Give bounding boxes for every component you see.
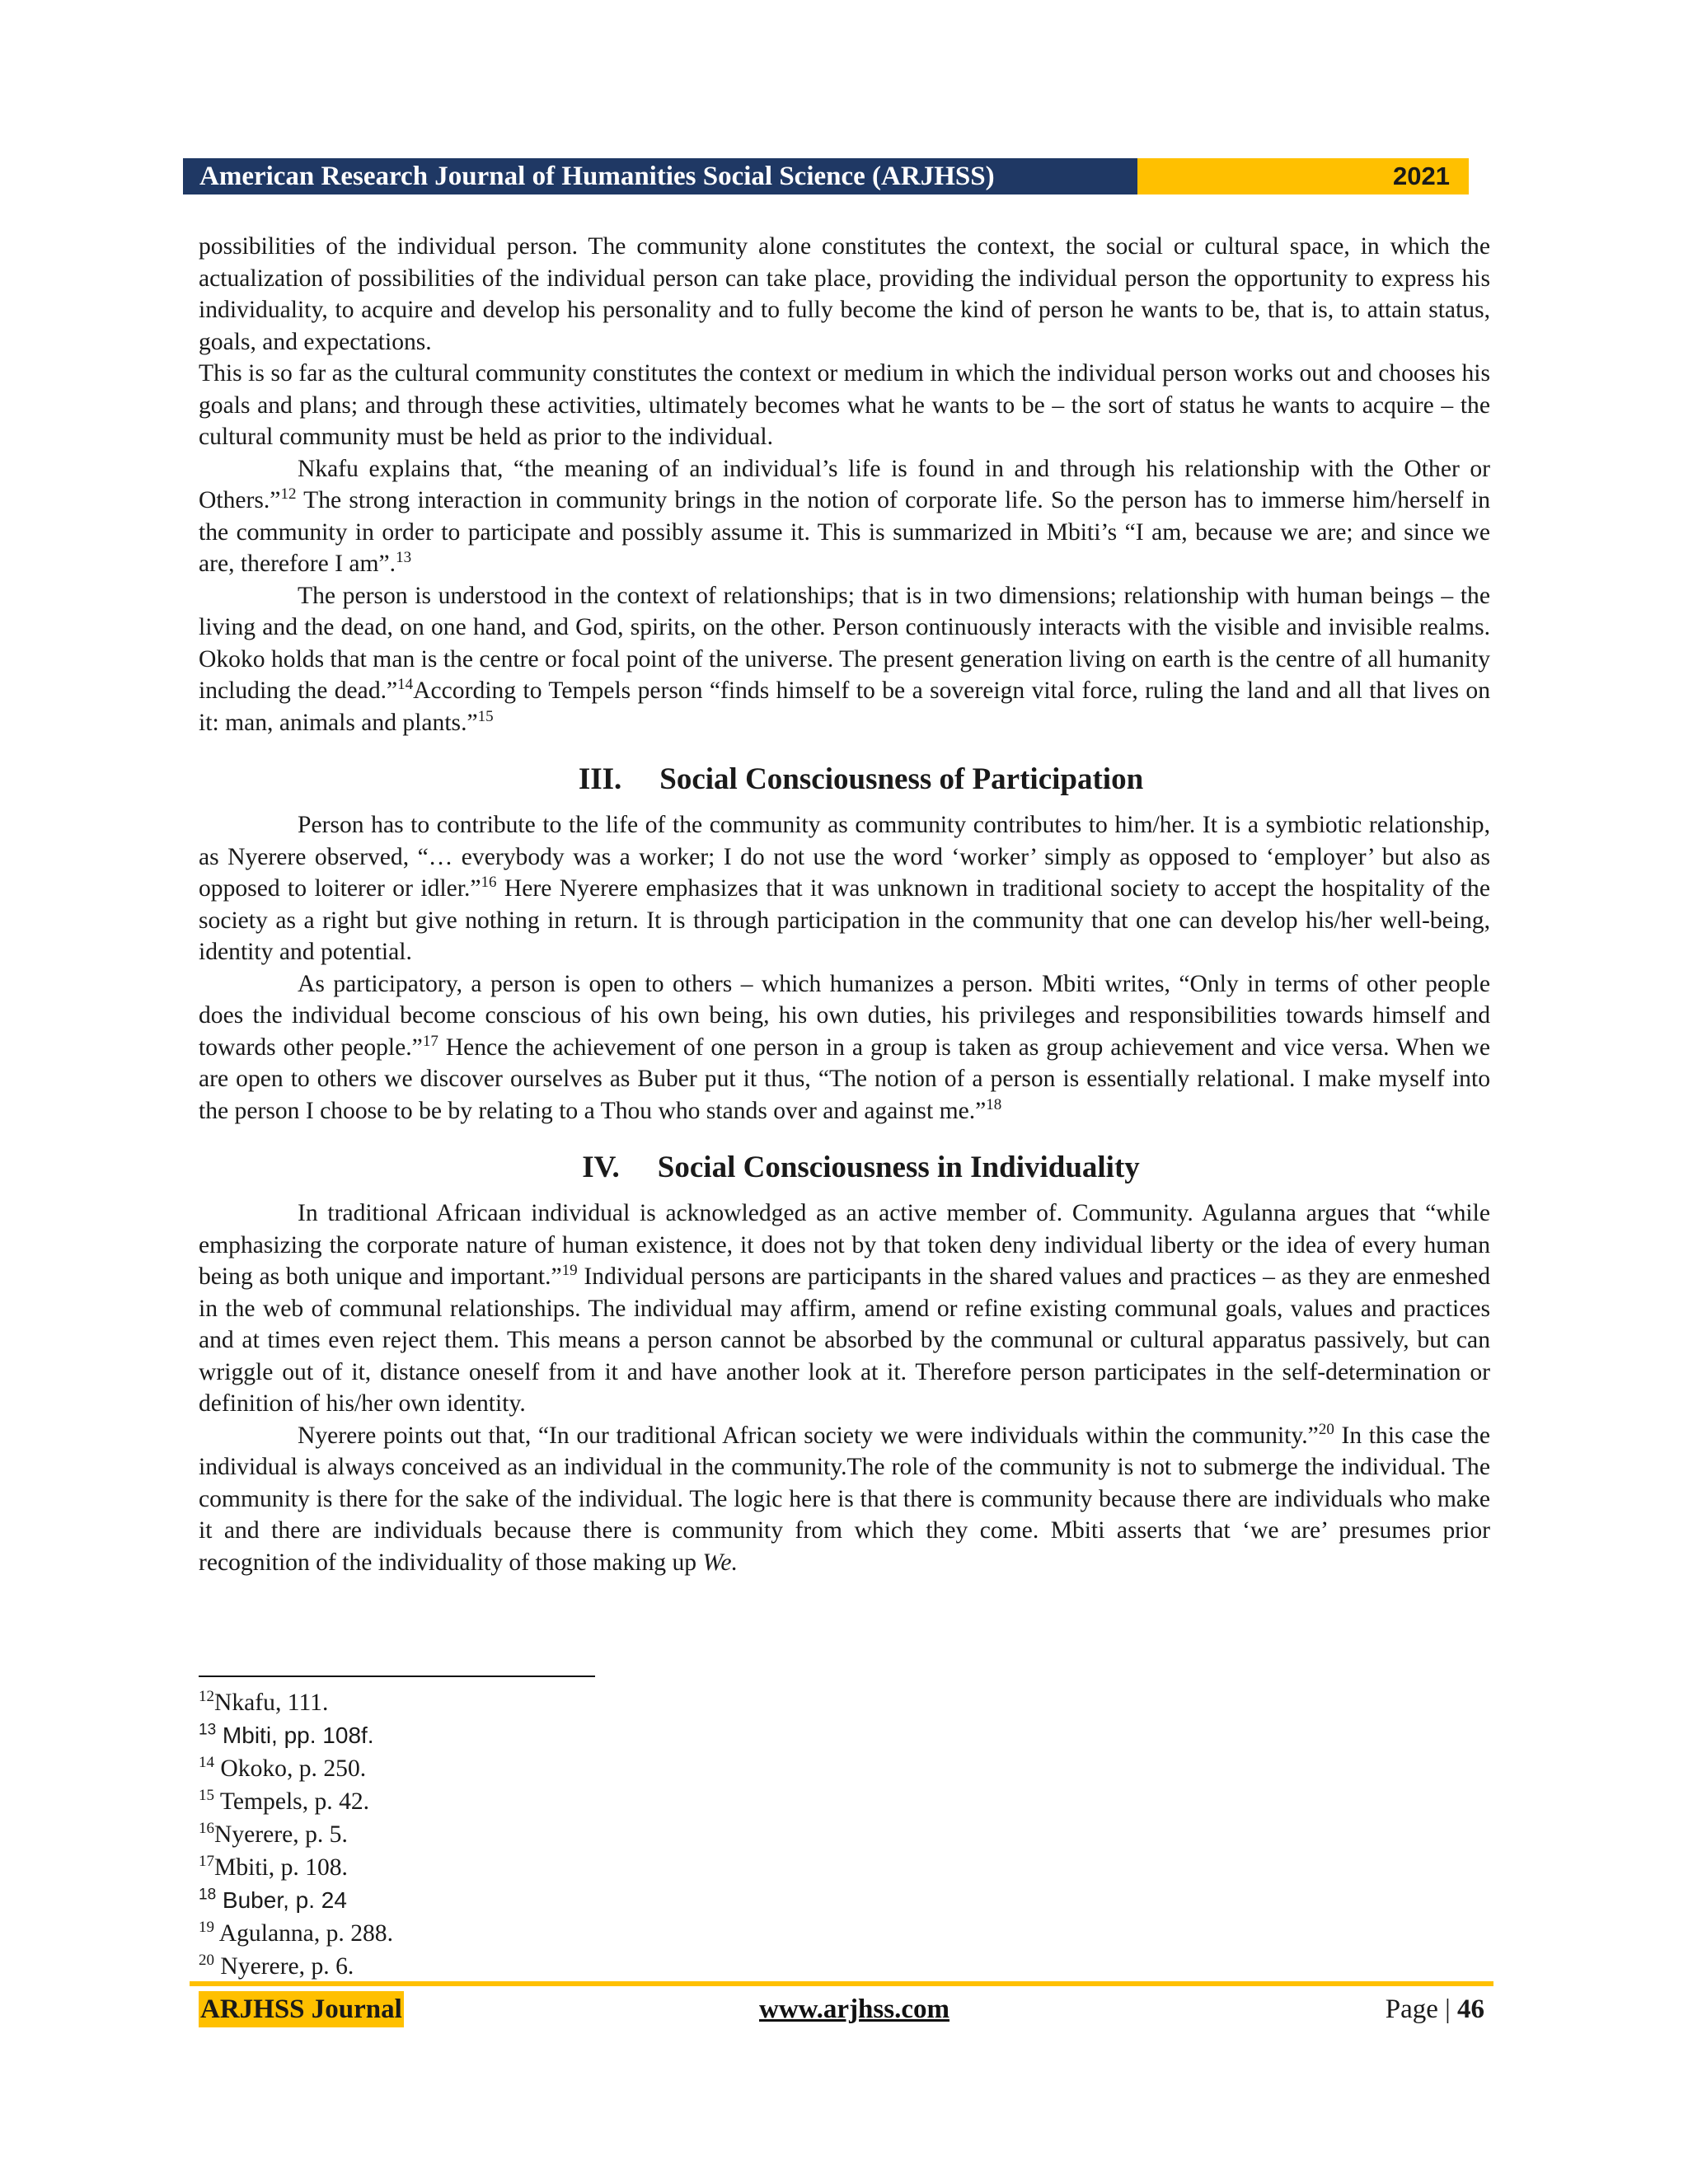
paragraph: The person is understood in the context of relationships; that is in two dimensions; relationship with human beings – the living and the dead, on one hand, and God, spirits, on the other. Person continuously interacts with the visible and invisible realms. Okoko holds that man is the centre or focal point of the universe. The present generation living on earth is the centre of all humanity including the dead.”$^{14}$According to Tempels person “finds himself to be a sovereign vital force, ruling the land and all that lives on it: man, animals and plants.”$^{15}$ [199, 582, 1490, 736]
page-footer [199, 1991, 1484, 2027]
footnote-ref[interactable]: 12 [280, 485, 297, 504]
journal-website-link[interactable]: www.arjhss.com [759, 1994, 950, 2024]
footer-journal-name: ARJHSS Journal [199, 1991, 404, 2027]
footnote: $^{16}$Nyerere, p. 5. [199, 1820, 348, 1848]
footnotes [199, 1686, 393, 1983]
paragraph: Nkafu explains that, “the meaning of an individual’s life is found in and through his relationship with the Other or Others.”$^{12}$ The strong interaction in community brings in the notion of corporate life. So the person has to immerse him/herself in the community in order to participate and possibly assume it. This is summarized in Mbiti’s “I am, because we are; and since we are, therefore I am”.$^{13}$ [199, 455, 1490, 577]
paragraph: This is so far as the cultural community constitutes the context or medium in which the individual person works out and chooses his goals and plans; and through these activities, ultimately becomes what he wants to be – the sort of status he wants to acquire – the cultural community must be held as prior to the individual. [199, 360, 1490, 450]
footnote-ref[interactable]: 17 [422, 1032, 438, 1050]
footnote: $^{15}$ Tempels, p. 42. [199, 1787, 370, 1815]
paragraph: In traditional Africaan individual is acknowledged as an active member of. Community. Agulanna argues that “while emphasizing the corporate nature of human existence, it does not by that token deny individual liberty or the idea of every human being as both unique and important.”$^{19}$ Individual persons are participants in the shared values and practices – as they are enmeshed in the web of communal relationships. The individual may affirm, amend or refine existing communal goals, values and practices and at times even reject them. This means a person cannot be absorbed by the communal or cultural apparatus passively, but can wriggle out of it, distance oneself from it and have another look at it. Therefore person participates in the self-determination or definition of his/her own identity. [199, 1200, 1490, 1417]
footnote: $^{14}$ Okoko, p. 250. [199, 1754, 367, 1782]
footnote-divider [199, 1675, 595, 1677]
footnote-ref[interactable]: 13 [396, 549, 412, 567]
paragraph: Person has to contribute to the life of the community as community contributes to him/her. It is a symbiotic relationship, as Nyerere observed, “… everybody was a worker; I do not use the word ‘worker’ simply as opposed to ‘employer’ but also as opposed to loiterer or idler.”$^{16}$ Here Nyerere emphasizes that it was unknown in traditional society to accept the hospitality of the society as a right but give nothing in return. It is through participation in the community that one can develop his/her well-being, identity and potential. [199, 812, 1490, 965]
footnote-ref[interactable]: 19 [561, 1262, 578, 1280]
publication-year: 2021 [1137, 158, 1469, 194]
footnote: $^{20}$ Nyerere, p. 6. [199, 1952, 354, 1980]
section-heading: III. Social Consciousness of Participation [578, 762, 1144, 796]
footnote-ref[interactable]: 20 [1318, 1420, 1334, 1438]
footnote: $^{17}$Mbiti, p. 108. [199, 1853, 348, 1881]
footnote: $^{13}$ Mbiti, pp. 108f. [199, 1721, 374, 1748]
section-heading: IV. Social Consciousness in Individuality [582, 1151, 1140, 1184]
paragraph: possibilities of the individual person. The community alone constitutes the context, the social or cultural space, in which the actualization of possibilities of the individual person can take place, providing the individual person the opportunity to express his individuality, to acquire and develop his personality and to fully become the kind of person he wants to be, that is, to attain status, goals, and expectations. [199, 233, 1490, 355]
footnote: $^{12}$Nkafu, 111. [199, 1688, 329, 1716]
footnote-ref[interactable]: 15 [477, 707, 494, 725]
paragraph: As participatory, a person is open to others – which humanizes a person. Mbiti writes, “Only in terms of other people does the individual become conscious of his own being, his own duties, his privileges and responsibilities towards himself and towards other people.”$^{17}$ Hence the achievement of one person in a group is taken as group achievement and vice versa. When we are open to others we discover ourselves as Buber put it thus, “The notion of a person is essentially relational. I make myself into the person I choose to be by relating to a Thou who stands over and against me.”$^{18}$ [199, 970, 1490, 1124]
footnote: $^{18}$ Buber, p. 24 [199, 1886, 347, 1913]
footnote-ref[interactable]: 18 [986, 1095, 1002, 1113]
footer-divider [190, 1981, 1493, 1986]
paragraph: Nyerere points out that, “In our traditional African society we were individuals within the community.”$^{20}$ In this case the individual is always conceived as an individual in the community.The role of the community is not to submerge the individual. The community is there for the sake of the individual. The logic here is that there is community because there are individuals who make it and there are individuals because there is community from which they come. Mbiti asserts that ‘we are’ presumes prior recognition of the individuality of those making up We. [199, 1420, 1490, 1576]
journal-title: American Research Journal of Humanities Social Science (ARJHSS) [183, 158, 1137, 194]
footnote: $^{19}$ Agulanna, p. 288. [199, 1919, 393, 1947]
article-body [199, 231, 1490, 1578]
page-number: Page | 46 [1385, 1994, 1484, 2024]
footnote-ref[interactable]: 14 [397, 676, 414, 694]
running-header [183, 158, 1469, 194]
footnote-ref[interactable]: 16 [481, 874, 497, 892]
